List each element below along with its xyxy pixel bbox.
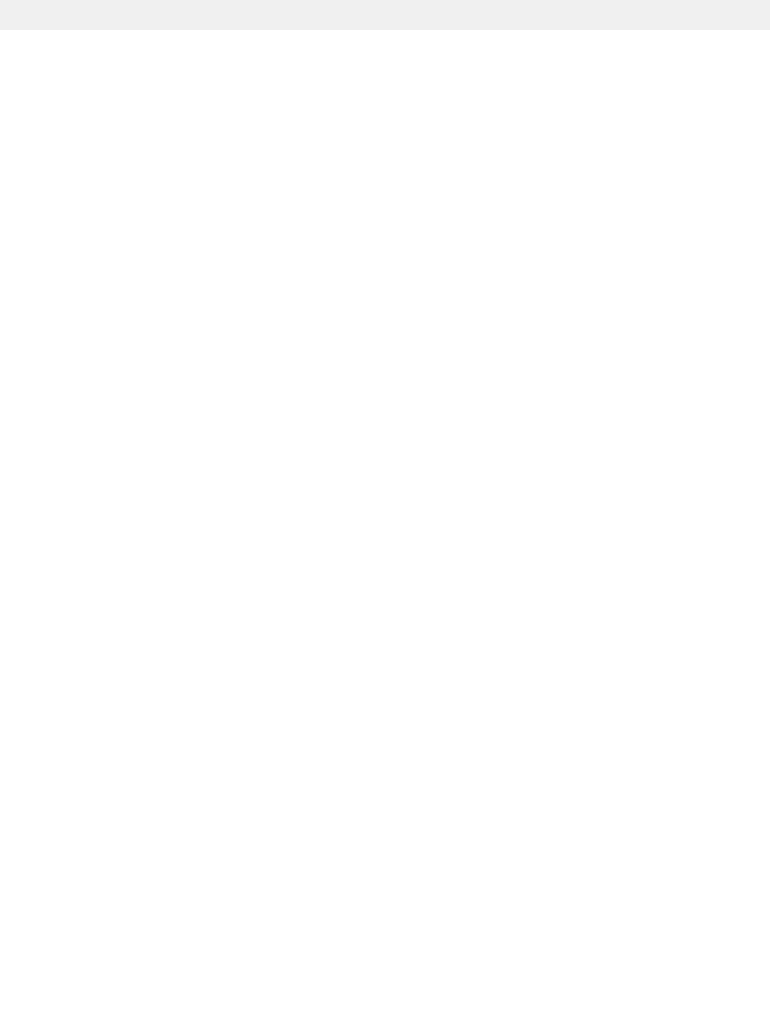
report-header <box>0 0 770 30</box>
